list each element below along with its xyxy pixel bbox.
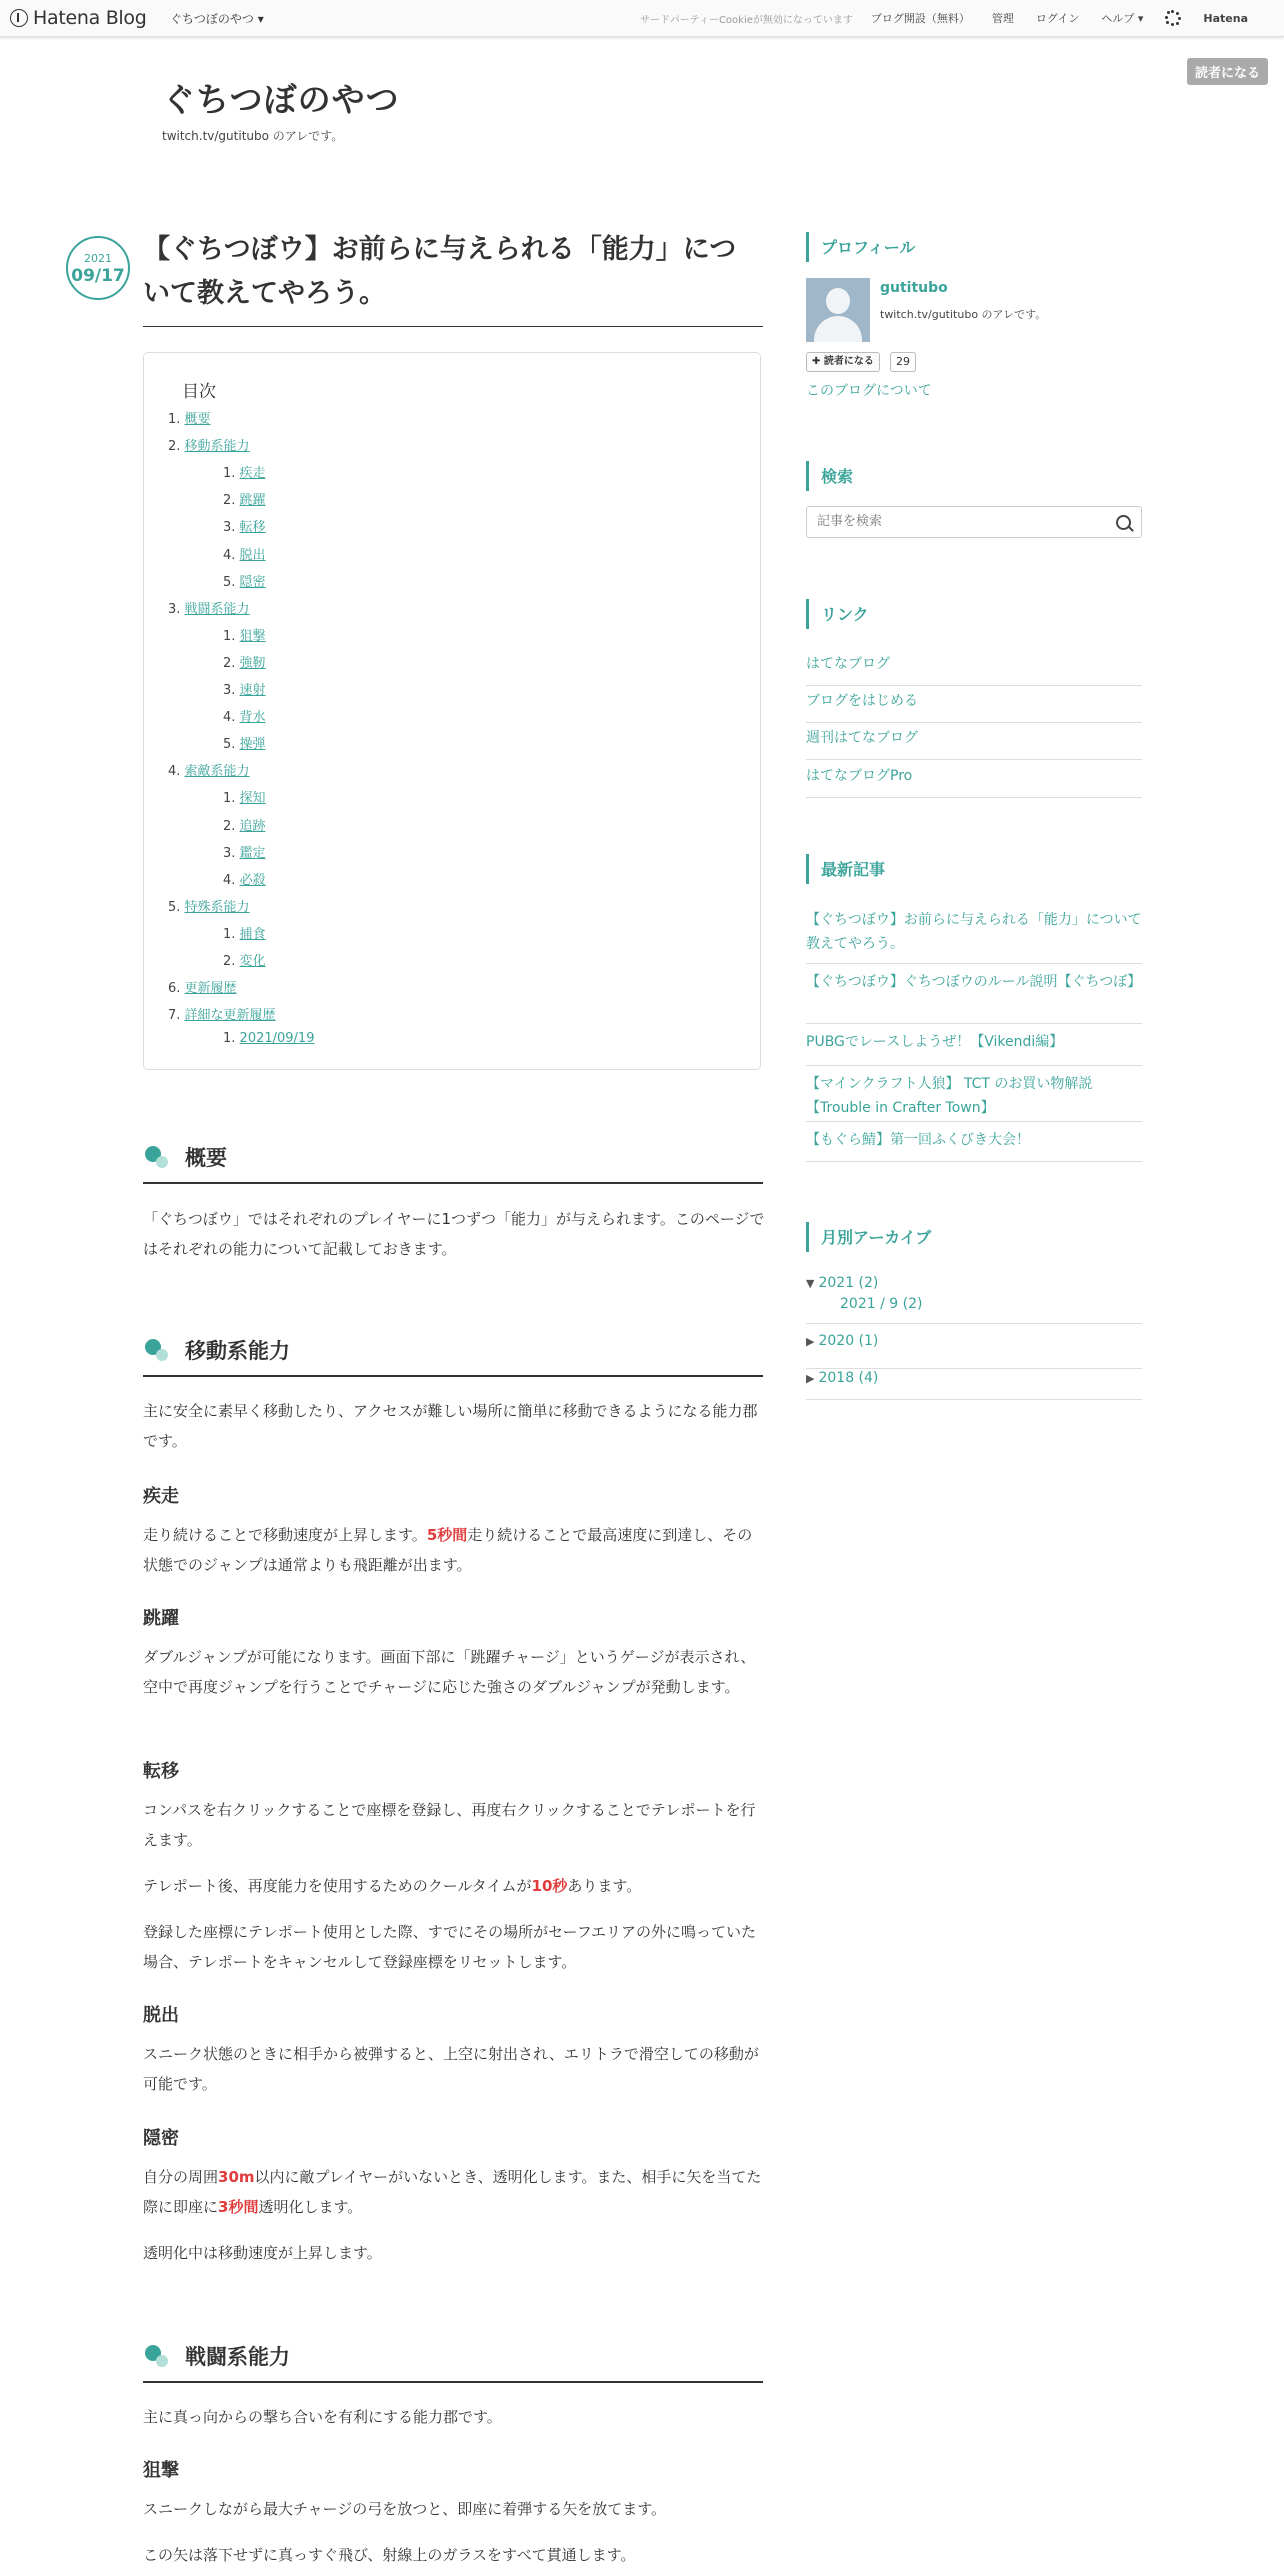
triangle-right-icon[interactable]: ▶ [806, 1335, 815, 1348]
movement-intro: 主に安全に素早く移動したり、アクセスが難しい場所に簡単に移動できるようになる能力郡です。 [143, 1402, 758, 1450]
snipe-paragraph-1: スニークしながら最大チャージの弓を放つと、即座に着弾する矢を放てます。 [143, 2500, 667, 2518]
recent-post-link[interactable]: 【ぐちつぼウ】ぐちつぼウのルール説明【ぐちつぼ】 [806, 968, 1142, 1024]
about-blog-link[interactable]: このブログについて [806, 383, 932, 399]
toc-link[interactable]: 鑑定 [239, 845, 266, 861]
toc-number: 4. [223, 872, 236, 888]
section-title: 戦闘系能力 [185, 2345, 290, 2369]
toc-link[interactable]: 2021/09/19 [239, 1031, 315, 1047]
toc-item [168, 896, 250, 915]
toc-link[interactable]: 脱出 [239, 547, 266, 563]
teleport-paragraph-3: 登録した座標にテレポート使用とした際、すでにその場所がセーフエリアの外に鳴っていた場合、テレポートをキャンセルして登録座標をリセットします。 [143, 1923, 757, 1971]
archive-item[interactable] [806, 1333, 1142, 1369]
toc-link[interactable]: 跳躍 [239, 493, 266, 509]
toc-number: 5. [223, 737, 236, 753]
toc-item [168, 977, 237, 996]
toc-item [223, 787, 266, 806]
toc-item [223, 923, 266, 942]
teleport-paragraph-1: コンパスを右クリックすることで座標を登録し、再度右クリックすることでテレポートを行えます。 [143, 1801, 756, 1849]
toc-link[interactable]: 狙撃 [239, 628, 266, 644]
heading-bubble-icon [145, 1339, 167, 1361]
toc-number: 1. [168, 412, 181, 427]
section-heading-overview [143, 1142, 763, 1184]
toc-link[interactable]: 速射 [239, 683, 266, 698]
archive-item[interactable] [806, 1296, 1142, 1324]
subheading-teleport: 転移 [143, 1761, 179, 1782]
toc-item [223, 869, 266, 888]
toc-number: 7. [168, 1008, 181, 1024]
toc-number: 1. [223, 466, 236, 482]
toc-number: 1. [223, 926, 236, 942]
entry-date-year: 2021 [84, 252, 112, 265]
toc-number: 2. [223, 954, 236, 969]
toc-number: 6. [168, 981, 181, 997]
sidebar-heading-search: 検索 [806, 461, 1145, 491]
toc-item [223, 733, 266, 752]
blog-description: twitch.tv/gutitubo のアレです。 [162, 129, 344, 143]
subheading-sprint: 疾走 [143, 1486, 179, 1507]
toc-link[interactable]: 操弾 [239, 737, 266, 753]
toc-number: 3. [223, 683, 236, 698]
toc-item [223, 625, 266, 644]
toc-item [223, 652, 266, 671]
toc-item [168, 1004, 276, 1023]
toc-number: 5. [223, 574, 236, 590]
toc-link[interactable]: 捕食 [239, 926, 266, 942]
toc-link[interactable]: 疾走 [239, 466, 266, 482]
search-box [806, 506, 1142, 538]
toc-link[interactable]: 索敵系能力 [184, 764, 250, 780]
toc-number: 3. [168, 601, 181, 617]
jump-paragraph: ダブルジャンプが可能になります。画面下部に「跳躍チャージ」というゲージが表示され、空中で再度ジャンプを行うことでチャージに応じた強さのダブルジャンプが発動します。 [143, 1648, 756, 1696]
toc-number: 1. [223, 628, 236, 644]
blog-menu-dropdown[interactable]: ぐちつぼのやつ ▾ [170, 12, 264, 26]
toc-item [168, 598, 250, 617]
blog-title[interactable]: ぐちつぼのやつ [162, 80, 400, 119]
toc-link[interactable]: 概要 [184, 412, 211, 427]
toc-number: 3. [223, 520, 236, 536]
toc-number: 3. [223, 845, 236, 861]
triangle-down-icon[interactable]: ▼ [806, 1277, 815, 1290]
toc-number: 2. [223, 655, 236, 671]
toc-link[interactable]: 転移 [239, 520, 266, 536]
toc-link[interactable]: 更新履歴 [184, 981, 237, 997]
toc-link[interactable]: 必殺 [239, 872, 266, 888]
heading-bubble-icon [145, 2345, 167, 2367]
toc-number: 2. [168, 439, 181, 455]
toc-item [223, 544, 266, 563]
section-title: 移動系能力 [185, 1339, 290, 1363]
hatena-brand-text: Hatena [1203, 11, 1248, 25]
toc-number: 1. [223, 1031, 236, 1047]
toc-link[interactable]: 背水 [239, 710, 266, 726]
hatena-logo-icon [10, 9, 28, 27]
header-links [640, 0, 1284, 36]
cookie-notice: サードパーティーCookieが無効になっています [639, 14, 853, 26]
escape-paragraph: スニーク状態のときに相手から被弾すると、上空に射出され、エリトラで滑空しての移動が可能です。 [143, 2045, 759, 2093]
recent-post-link[interactable]: 【マインクラフト人狼】 TCT のお買い物解説 【Trouble in Crafter Town】 [806, 1070, 1142, 1122]
hatena-dots-icon [1165, 10, 1181, 26]
combat-intro: 主に真っ向からの撃ち合いを有利にする能力郡です。 [143, 2408, 502, 2426]
toc-number: 1. [223, 791, 236, 807]
toc-item [223, 679, 266, 698]
teleport-paragraph-2: テレポート後、再度能力を使用するためのクールタイムが10秒あります。 [143, 1877, 642, 1895]
table-of-contents [143, 352, 761, 1070]
archive-item[interactable] [806, 1275, 1142, 1297]
snipe-paragraph-2: この矢は落下せずに真っすぐ飛び、射線上のガラスをすべて貫通します。 [143, 2546, 636, 2564]
sidebar-link-item[interactable]: ブログをはじめる [806, 687, 1142, 723]
archive-label[interactable]: 2021 / 9 (2) [840, 1296, 923, 1312]
sidebar-subscribe-button[interactable]: ✚ 読者になる [806, 352, 880, 372]
archive-label[interactable]: 2020 (1) [818, 1333, 879, 1349]
archive-item[interactable] [806, 1370, 1142, 1400]
toc-title: 目次 [182, 382, 216, 402]
entry-title[interactable]: 【ぐちつぼウ】お前らに与えられる「能力」について教えてやろう。 [143, 228, 763, 327]
search-input[interactable] [815, 513, 1099, 530]
toc-number: 5. [168, 899, 181, 915]
profile-description: twitch.tv/gutitubo のアレです。 [880, 308, 1047, 321]
entry-date-day: 09/17 [71, 266, 125, 286]
toc-item [168, 435, 250, 454]
toc-link[interactable]: 変化 [239, 954, 266, 969]
toc-link[interactable]: 特殊系能力 [184, 899, 250, 915]
search-icon[interactable] [1116, 515, 1131, 530]
subheading-jump: 跳躍 [143, 1608, 179, 1629]
toc-item [223, 706, 266, 725]
toc-link[interactable]: 戦闘系能力 [184, 601, 250, 617]
sidebar-heading-archive: 月別アーカイブ [806, 1222, 1145, 1252]
stealth-paragraph-2: 透明化中は移動速度が上昇します。 [143, 2244, 382, 2262]
heading-bubble-icon [145, 1146, 167, 1168]
toc-item [223, 950, 266, 969]
subscriber-count: 29 [890, 352, 916, 372]
toc-link[interactable]: 隠密 [239, 574, 266, 590]
triangle-right-icon[interactable]: ▶ [806, 1372, 815, 1385]
sprint-paragraph: 走り続けることで移動速度が上昇します。5秒間走り続けることで最高速度に到達し、その状態でのジャンプは通常よりも飛距離が出ます。 [143, 1526, 753, 1574]
help-menu[interactable]: ヘルプ ▾ [1101, 12, 1144, 25]
recent-post-link[interactable]: 【もぐら鯖】第一回ふくびき大会！ [806, 1126, 1142, 1162]
admin-link[interactable]: 管理 [991, 12, 1014, 25]
archive-label[interactable]: 2021 (2) [818, 1275, 879, 1291]
recent-post-link[interactable]: 【ぐちつぼウ】お前らに与えられる「能力」について教えてやろう。 [806, 906, 1142, 964]
open-blog-link[interactable]: ブログ開設（無料） [870, 12, 970, 25]
toc-item [223, 571, 266, 590]
toc-number: 4. [223, 547, 236, 563]
toc-item [223, 516, 266, 535]
toc-number: 2. [223, 493, 236, 509]
section-heading-combat [143, 2341, 763, 2383]
stealth-paragraph-1: 自分の周囲30m以内に敵プレイヤーがいないとき、透明化します。また、相手に矢を当てた際に即座に3秒間透明化します。 [143, 2168, 762, 2216]
sidebar-heading-recent: 最新記事 [806, 854, 1145, 884]
subheading-escape: 脱出 [143, 2005, 179, 2026]
toc-item [168, 760, 250, 779]
global-header [0, 0, 1284, 37]
toc-link[interactable]: 追跡 [239, 818, 266, 834]
toc-link[interactable]: 強靭 [239, 655, 266, 671]
toc-item [223, 815, 266, 834]
toc-item [223, 1031, 314, 1046]
hatena-blog-logo[interactable] [10, 6, 147, 30]
subscribe-button[interactable]: 読者になる [1187, 58, 1268, 85]
toc-link[interactable]: 詳細な更新履歴 [184, 1008, 276, 1024]
logo-text: Hatena Blog [33, 7, 147, 29]
archive-label[interactable]: 2018 (4) [818, 1370, 879, 1386]
toc-item [223, 489, 266, 508]
sidebar-link-item[interactable]: はてなブログPro [806, 762, 1142, 798]
toc-number: 4. [168, 764, 181, 780]
subheading-snipe: 狙撃 [143, 2460, 179, 2481]
toc-item [223, 842, 266, 861]
entry-date-badge[interactable] [66, 236, 130, 300]
subheading-stealth: 隠密 [143, 2128, 179, 2149]
hatena-brand-link[interactable] [1165, 10, 1270, 26]
toc-link[interactable]: 探知 [239, 791, 266, 807]
toc-item [168, 408, 211, 427]
toc-item [223, 462, 266, 481]
recent-post-link[interactable]: PUBGでレースしようぜ！【Vikendi編】 [806, 1028, 1142, 1066]
sidebar-heading-profile: プロフィール [806, 232, 1145, 262]
profile-name-link[interactable]: gutitubo [880, 280, 948, 296]
plus-icon: ✚ [812, 356, 824, 367]
toc-number: 2. [223, 818, 236, 834]
sidebar-link-item[interactable]: はてなブログ [806, 650, 1142, 686]
sidebar-heading-links: リンク [806, 599, 1145, 629]
section-heading-movement [143, 1335, 763, 1377]
toc-link[interactable]: 移動系能力 [184, 439, 250, 455]
login-link[interactable]: ログイン [1035, 12, 1080, 25]
sidebar-link-item[interactable]: 週刊はてなブログ [806, 724, 1142, 760]
avatar[interactable] [806, 278, 870, 342]
toc-number: 4. [223, 710, 236, 726]
overview-paragraph: 「ぐちつぼウ」ではそれぞれのプレイヤーに1つずつ「能力」が与えられます。このページではそれぞれの能力について記載しておきます。 [143, 1210, 765, 1258]
section-title: 概要 [185, 1146, 227, 1170]
